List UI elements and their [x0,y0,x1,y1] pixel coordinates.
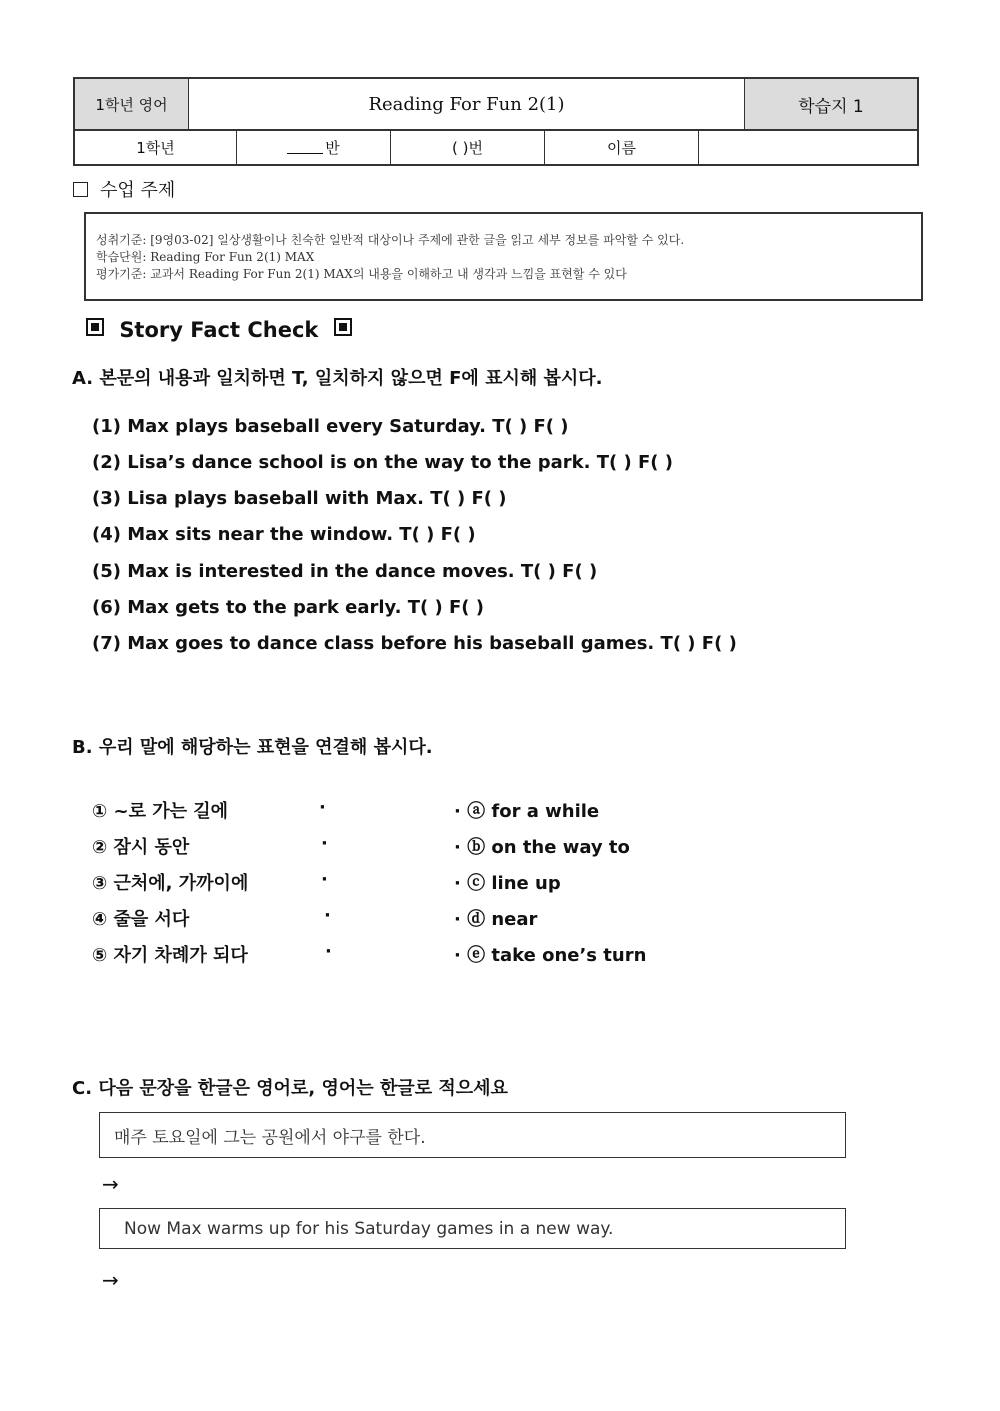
checkbox-icon [73,182,88,197]
answer-arrow-1[interactable]: → [102,1172,119,1196]
evaluation-standard: 평가기준: 교과서 Reading For Fun 2(1) MAX의 내용을 이해하고 내 생각과 느낌을 표현할 수 있다 [96,267,627,281]
grade-cell: 1학년 [75,131,237,164]
header-row-1 [75,79,917,131]
fact-check-title-text: Story Fact Check [119,318,319,342]
section-b-heading: B. 우리 말에 해당하는 표현을 연결해 봅시다. [72,737,433,758]
topic-label: 수업 주제 [100,180,176,201]
match-dot-left-1[interactable]: · [319,797,326,818]
english-expression-d[interactable]: · ⓓ near [454,909,538,930]
korean-expression-4[interactable]: ④ 줄을 서다 [92,909,190,930]
question-2[interactable]: (2) Lisa’s dance school is on the way to the park. T( ) F( ) [92,452,674,473]
question-7[interactable]: (7) Max goes to dance class before his baseball games. T( ) F( ) [92,633,737,654]
question-5[interactable]: (5) Max is interested in the dance moves. T( ) F( ) [92,561,598,582]
question-4[interactable]: (4) Max sits near the window. T( ) F( ) [92,524,476,545]
fact-check-title [86,318,352,342]
question-6[interactable]: (6) Max gets to the park early. T( ) F( ) [92,597,485,618]
match-dot-left-3[interactable]: · [321,869,328,890]
class-blank[interactable] [287,141,323,154]
answer-arrow-2[interactable]: → [102,1268,119,1292]
worksheet-title: Reading For Fun 2(1) [189,79,745,129]
english-expression-e[interactable]: · ⓔ take one’s turn [454,945,647,966]
square-bullet-icon [334,318,352,336]
class-suffix: 반 [325,139,340,157]
grade-subject-cell: 1학년 영어 [75,79,189,129]
learning-unit: 학습단원: Reading For Fun 2(1) MAX [96,250,315,264]
translation-sentence-2: Now Max warms up for his Saturday games in a new way. [99,1208,846,1249]
english-expression-c[interactable]: · ⓒ line up [454,873,561,894]
lesson-topic-heading [73,176,175,202]
name-label-cell: 이름 [545,131,699,164]
header-table [73,77,919,166]
section-a-heading: A. 본문의 내용과 일치하면 T, 일치하지 않으면 F에 표시해 봅시다. [72,368,603,389]
header-row-2 [75,131,917,164]
translation-sentence-1: 매주 토요일에 그는 공원에서 야구를 한다. [99,1112,846,1158]
section-c-heading: C. 다음 문장을 한글은 영어로, 영어는 한글로 적으세요 [72,1078,508,1099]
square-bullet-icon [86,318,104,336]
standards-box [84,212,923,301]
english-expression-b[interactable]: · ⓑ on the way to [454,837,630,858]
worksheet-number-cell: 학습지 1 [745,79,917,129]
achievement-standard: 성취기준: [9영03-02] 일상생활이나 친숙한 일반적 대상이나 주제에 관한 글을 읽고 세부 정보를 파악할 수 있다. [96,233,685,247]
number-cell[interactable]: ( )번 [391,131,545,164]
english-expression-a[interactable]: · ⓐ for a while [454,801,600,822]
match-dot-left-5[interactable]: · [325,941,332,962]
class-cell[interactable] [237,131,391,164]
match-dot-left-4[interactable]: · [324,905,331,926]
name-input-cell[interactable] [699,131,917,164]
korean-expression-3[interactable]: ③ 근처에, 가까이에 [92,873,249,894]
question-3[interactable]: (3) Lisa plays baseball with Max. T( ) F( ) [92,488,507,509]
korean-expression-5[interactable]: ⑤ 자기 차례가 되다 [92,945,248,966]
korean-expression-1[interactable]: ① ~로 가는 길에 [92,801,229,822]
match-dot-left-2[interactable]: · [321,833,328,854]
question-1[interactable]: (1) Max plays baseball every Saturday. T( ) F( ) [92,416,569,437]
korean-expression-2[interactable]: ② 잠시 동안 [92,837,190,858]
